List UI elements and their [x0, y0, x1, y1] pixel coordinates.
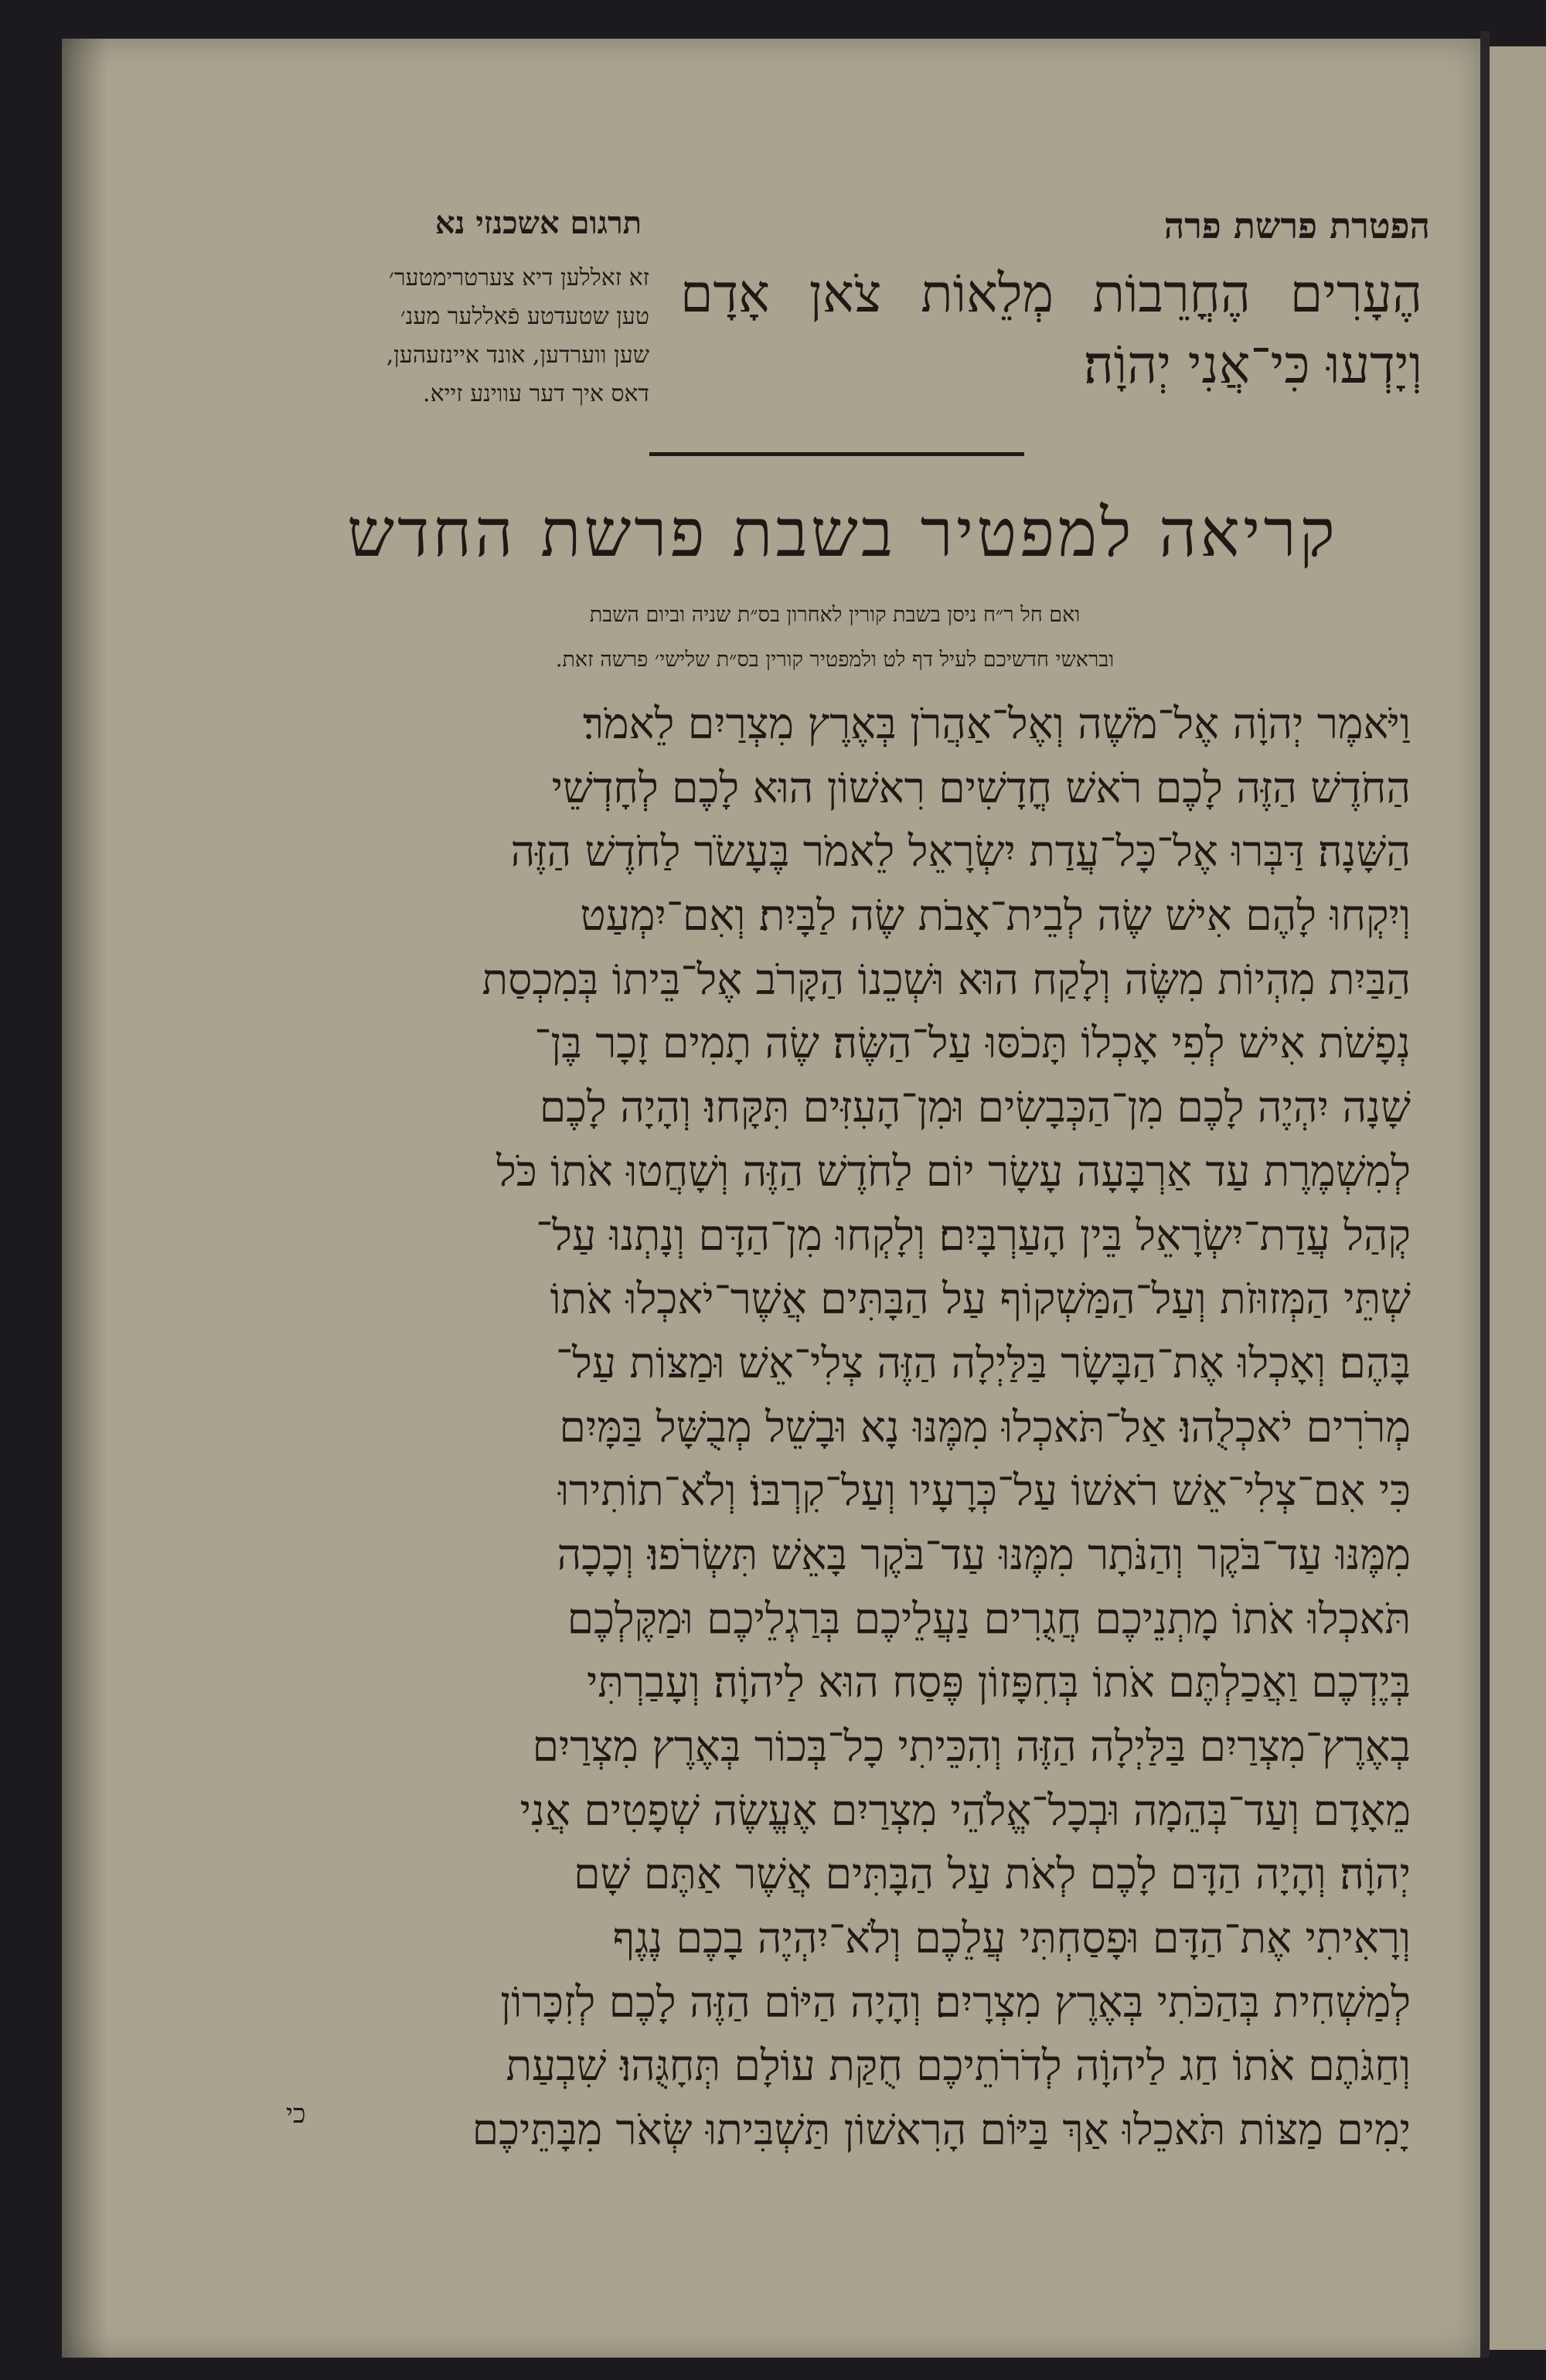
- text-line: הַשָּׁנָה׃ דַּבְּרוּ אֶל־כָּל־עֲדַת יִשְׂרָאֵל לֵאמֹר בֶּעָשֹׂר לַחֹדֶשׁ הַזֶּה: [510, 826, 1411, 877]
- text-line: שָׁנָה יִהְיֶה לָכֶם מִן־הַכְּבָשִׂים וּמִן־הָעִזִּים תִּקָּחוּ׃ וְהָיָה לָכֶם: [539, 1082, 1411, 1132]
- text-line: לְמַשְׁחִית בְּהַכֹּתִי בְּאֶרֶץ מִצְרָיִם׃ וְהָיָה הַיּוֹם הַזֶּה לָכֶם לְזִכָּרוֹן: [500, 1977, 1411, 2027]
- next-page-edge: [1490, 46, 1546, 2350]
- text-line: תֹּאכְלוּ אֹתוֹ מָתְנֵיכֶם חֲגֻרִים נַעֲלֵיכֶם בְּרַגְלֵיכֶם וּמַקֶּלְכֶם: [567, 1593, 1411, 1643]
- text-line: לְמִשְׁמֶרֶת עַד אַרְבָּעָה עָשָׂר יוֹם לַחֹדֶשׁ הַזֶּה וְשָׁחֲטוּ אֹתוֹ כֹּל: [496, 1146, 1411, 1196]
- text-line: וְחַגֹּתֶם אֹתוֹ חַג לַיהוָֹה לְדֹרֹתֵיכֶם חֻקַּת עוֹלָם תְּחָגֻּהוּ׃ שִׁבְעַת: [506, 2041, 1411, 2091]
- running-header-haftarah: הפטרת פרשת פרה: [1163, 205, 1430, 247]
- yiddish-line: זא זאללען דיא צערטרימטער׳: [388, 264, 649, 291]
- text-line: בְאֶרֶץ־מִצְרַיִם בַּלַּיְלָה הַזֶּה וְהִכֵּיתִי כָל־בְּכוֹר בְּאֶרֶץ מִצְרַיִם: [532, 1721, 1411, 1771]
- text-line: הַחֹדֶשׁ הַזֶּה לָכֶם רֹאשׁ חֳדָשִׁים רִאשׁוֹן הוּא לָכֶם לְחָדְשֵׁי: [551, 762, 1411, 812]
- yiddish-line: טען שטעדטע פֿאללער מענ׳: [400, 303, 649, 330]
- haftarah-closing-verse: הֶעָרִים הֶחֳרֵבוֹת מְלֵאוֹת צֹאן אָדָם וְיָדְעוּ כִּי־אֲנִי יְהוָֹה׃: [680, 264, 1422, 396]
- text-line: מְרֹרִים יֹאכְלֻהוּ׃ אַל־תֹּאכְלוּ מִמֶּנּוּ נָא וּבָשֵׁל מְבֻשָּׁל בַּמָּיִם: [559, 1401, 1411, 1452]
- catchword: כי: [286, 2099, 306, 2130]
- text-line: שְׁתֵּי הַמְּזוּזֹת וְעַל־הַמַּשְׁקוֹף עַל הַבָּתִּים אֲשֶׁר־יֹאכְלוּ אֹתוֹ: [550, 1274, 1411, 1324]
- text-line: וְרָאִיתִי אֶת־הַדָּם וּפָסַחְתִּי עֲלֵכֶם וְלֹא־יִהְיֶה בָכֶם נֶגֶף: [612, 1913, 1411, 1963]
- spine-shadow: [62, 39, 108, 2358]
- text-line: קְהַל עֲדַת־יִשְׂרָאֵל בֵּין הָעַרְבָּיִם׃ וְלָקְחוּ מִן־הַדָּם וְנָתְנוּ עַל־: [536, 1210, 1411, 1260]
- text-line: בָּהֶם׃ וְאָכְלוּ אֶת־הַבָּשָׂר בַּלַּיְלָה הַזֶּה צְלִי־אֵשׁ וּמַצּוֹת עַל־: [556, 1337, 1411, 1387]
- text-line: מִמֶּנּוּ עַד־בֹּקֶר וְהַנֹּתָר מִמֶּנּוּ עַד־בֹּקֶר בָּאֵשׁ תִּשְׂרֹפוּ׃ וְכָכָה: [557, 1529, 1411, 1579]
- text-line: נְפָשֹׁת אִישׁ לְפִי אָכְלוֹ תָּכֹסּוּ עַל־הַשֶּׂה׃ שֶׂה תָמִים זָכָר בֶּן־: [534, 1018, 1411, 1068]
- yiddish-translation: [263, 259, 649, 414]
- text-line: יְהוָֹה׃ וְהָיָה הַדָּם לָכֶם לְאֹת עַל הַבָּתִּים אֲשֶׁר אַתֶּם שָׁם: [574, 1849, 1411, 1899]
- torah-reading-text: [267, 692, 1411, 2162]
- text-line: מֵאָדָם וְעַד־בְּהֵמָה וּבְכָל־אֱלֹהֵי מִצְרַיִם אֶעֱשֶׂה שְׁפָטִים אֲנִי: [519, 1785, 1411, 1835]
- text-line: וַיֹּאמֶר יְהוָֹה אֶל־מֹשֶׁה וְאֶל־אַהֲרֹן בְּאֶרֶץ מִצְרַיִם לֵאמֹר׃: [583, 699, 1411, 748]
- rubric-note: ובראשי חדשיכם לעיל דף לט ולמפטיר קורין בס״ת שלישי׳ פרשה זאת.: [555, 648, 1115, 672]
- section-title: קריאה למפטיר בשבת פרשת החדש: [347, 495, 1338, 572]
- text-line: יָמִים מַצּוֹת תֹּאכֵלוּ אַךְ בַּיּוֹם הָרִאשׁוֹן תַּשְׁבִּיתוּ שְּׂאֹר מִבָּתֵּיכֶם: [472, 2105, 1411, 2155]
- text-line: בְּיֶדְכֶם וַאֲכַלְתֶּם אֹתוֹ בְּחִפָּזוֹן פֶּסַח הוּא לַיהוָֹה׃ וְעָבַרְתִּי: [587, 1657, 1411, 1708]
- running-header-targum: תרגום אשכנזי נא: [434, 205, 642, 241]
- yiddish-line: שען ווערדען, אונד איינזעהען,: [386, 342, 649, 369]
- yiddish-line: דאס איך דער עווינע זייא.: [423, 380, 649, 407]
- rubric-note: ואם חל ר״ח ניסן בשבת קורין לאחרון בס״ת שניה וביום השבת: [589, 603, 1081, 627]
- text-line: הַבַּיִת מִהְיוֹת מִשֶּׂה וְלָקַח הוּא וּשְׁכֵנוֹ הַקָּרֹב אֶל־בֵּיתוֹ בְּמִכְסַת: [482, 954, 1411, 1004]
- text-line: וְיִקְחוּ לָהֶם אִישׁ שֶׂה לְבֵית־אָבֹת שֶׂה לַבָּיִת׃ וְאִם־יִמְעַט: [580, 890, 1411, 941]
- text-line: כִּי אִם־צְלִי־אֵשׁ רֹאשׁוֹ עַל־כְּרָעָיו וְעַל־קִרְבּוֹ׃ וְלֹא־תוֹתִירוּ: [557, 1466, 1411, 1516]
- section-divider: [649, 452, 1024, 456]
- page-gutter: [1480, 31, 1490, 2358]
